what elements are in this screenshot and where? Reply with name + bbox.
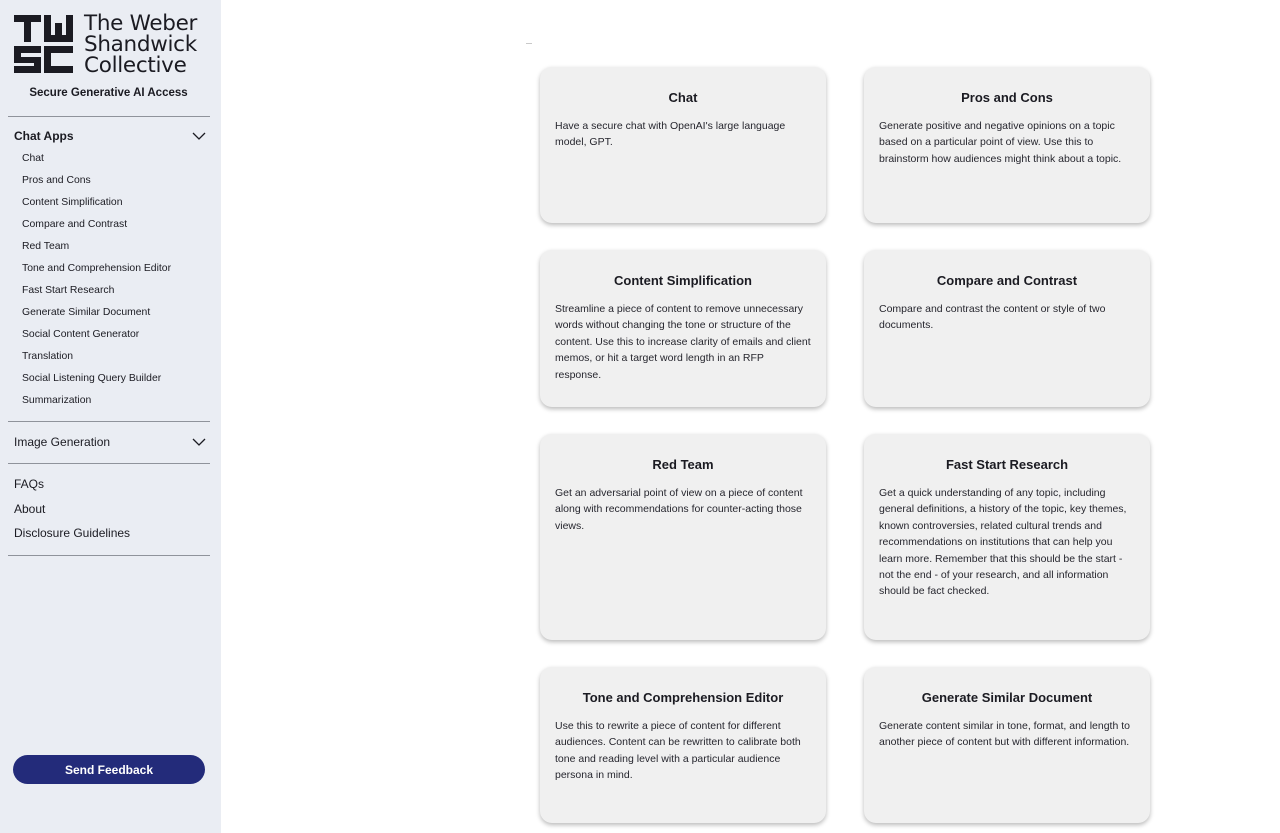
card-description: Generate content similar in tone, format, and length to another piece of content but with different information. <box>879 720 1130 749</box>
chat-apps-label: Chat Apps <box>14 129 74 143</box>
sidebar-item-generate-similar-document[interactable]: Generate Similar Document <box>22 307 151 318</box>
sidebar-item-chat[interactable]: Chat <box>22 153 44 164</box>
app-card-content-simplification[interactable] <box>540 250 826 407</box>
app-card-red-team[interactable] <box>540 434 826 640</box>
brand-name <box>84 13 197 76</box>
card-title: Generate Similar Document <box>921 690 1093 705</box>
app-card-pros-and-cons[interactable] <box>864 67 1150 223</box>
divider <box>8 463 210 464</box>
sidebar-item-translation[interactable]: Translation <box>22 351 74 362</box>
app-card-chat[interactable] <box>540 67 826 223</box>
card-description: Compare and contrast the content or style of two documents. <box>879 303 1106 332</box>
sidebar-item-pros-and-cons[interactable]: Pros and Cons <box>22 175 91 186</box>
faqs-link[interactable]: FAQs <box>14 477 45 491</box>
card-title: Fast Start Research <box>945 457 1069 472</box>
divider <box>8 116 210 117</box>
sidebar-item-tone-and-comprehension-editor[interactable]: Tone and Comprehension Editor <box>22 263 172 274</box>
card-description: Generate positive and negative opinions on a topic based on a particular point of view. Use this to brainstorm how audiences might think about a topic. <box>879 120 1122 165</box>
chat-apps-section-toggle[interactable] <box>14 126 206 146</box>
sidebar-item-summarization[interactable]: Summarization <box>22 395 92 406</box>
app-card-fast-start-research[interactable] <box>864 434 1150 640</box>
send-feedback-button[interactable]: Send Feedback <box>13 755 205 784</box>
sidebar-item-content-simplification[interactable]: Content Simplification <box>22 197 123 208</box>
sidebar-item-compare-and-contrast[interactable]: Compare and Contrast <box>22 219 128 230</box>
card-description: Get a quick understanding of any topic, including general definitions, a history of the topic, key themes, known controversies, related cultural trends and recommendations on institutions that can help you learn more. Remember that this should be the start - not the end - of your research, and all information should be fact checked. <box>879 487 1127 598</box>
sidebar-item-social-content-generator[interactable]: Social Content Generator <box>22 329 140 340</box>
card-title: Red Team <box>652 457 714 472</box>
brand-name-line: Shandwick <box>84 32 197 57</box>
info-links <box>14 474 130 548</box>
divider <box>526 43 532 44</box>
brand-name-line: Collective <box>84 53 187 78</box>
app-card-generate-similar-document[interactable] <box>864 667 1150 823</box>
card-description: Use this to rewrite a piece of content for different audiences. Content can be rewritten to calibrate both tone and reading level with a particular audience persona in mind. <box>555 720 801 782</box>
brand-logo[interactable] <box>14 13 197 76</box>
chevron-down-icon <box>192 129 206 143</box>
disclosure-guidelines-link[interactable]: Disclosure Guidelines <box>14 526 131 541</box>
sidebar <box>0 0 221 833</box>
card-description: Get an adversarial point of view on a piece of content along with recommendations for counter-acting those views. <box>555 487 803 532</box>
card-title: Pros and Cons <box>961 90 1053 105</box>
sidebar-item-social-listening-query-builder[interactable]: Social Listening Query Builder <box>22 373 162 384</box>
card-title: Content Simplification <box>614 273 752 288</box>
brand-tagline: Secure Generative AI Access <box>29 87 188 99</box>
about-link[interactable]: About <box>14 501 46 516</box>
card-description: Streamline a piece of content to remove unnecessary words without changing the tone or structure of the content. Use this to increase clarity of emails and client memos, or hit a target word length in an RFP response. <box>555 303 811 381</box>
chat-apps-list <box>22 148 171 412</box>
twsc-logo-icon <box>14 13 74 73</box>
divider <box>8 421 210 422</box>
image-generation-label: Image Generation <box>14 435 111 449</box>
chevron-down-icon <box>192 435 206 449</box>
sidebar-item-fast-start-research[interactable]: Fast Start Research <box>22 285 115 296</box>
card-title: Chat <box>668 90 698 105</box>
brand-name-line: The Weber <box>84 11 198 36</box>
divider <box>8 555 210 556</box>
app-card-tone-and-comprehension-editor[interactable] <box>540 667 826 823</box>
sidebar-item-red-team[interactable]: Red Team <box>22 241 70 252</box>
card-title: Tone and Comprehension Editor <box>582 690 784 705</box>
image-generation-section-toggle[interactable] <box>14 432 206 452</box>
card-description: Have a secure chat with OpenAI's large language model, GPT. <box>555 120 786 149</box>
app-card-compare-and-contrast[interactable] <box>864 250 1150 407</box>
card-title: Compare and Contrast <box>936 273 1078 288</box>
